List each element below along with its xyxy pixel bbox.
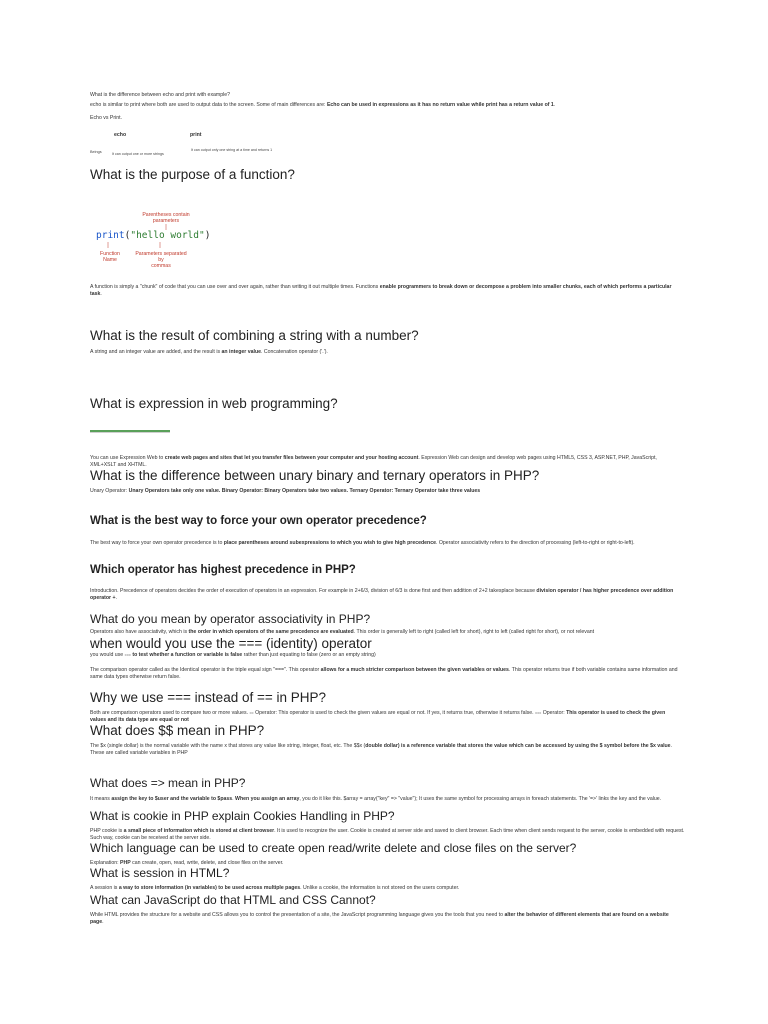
cookie-text-b: . It is used to recognize the user. Cookie is created at server side and saved to client browser. Each time when client sends request to the server, cookie is embedded with request. Such way, cookie can be received at the server side. [90,828,685,841]
diagram-label-parameters [132,251,190,269]
expression-image [90,428,170,434]
heading-assoc: What do you mean by operator associativity in PHP? [90,612,371,626]
why-text-small2: === [534,711,542,715]
heading-unary: What is the difference between unary binary and ternary operators in PHP? [90,468,540,483]
why-text-b: Operator: This operator is used to check the given values are equal or not. If yes, it returns true, otherwise it returns false. [253,710,535,716]
assoc-text-bold: the order in which operators of the same precedence are evaluated [188,629,354,635]
assoc-text [90,629,690,636]
diagram-label-parentheses-line1: Parentheses contain [142,212,190,218]
heading-combine: What is the result of combining a string with a number? [90,328,419,343]
arrow-text-c: , you do it like this. $array = array("key" => "value"); It uses the same symbol for processing arrays in foreach statements. The '=>' links the key and the value. [299,796,662,802]
heading-arrow: What does => mean in PHP? [90,776,246,790]
table-row-label: Beings [90,150,102,154]
identity-text2-b: . This operator returns true if both variable contains same information and same data types otherwise return false. [90,667,678,680]
intro-answer [90,102,700,109]
highest-text [90,588,680,602]
heading-session: What is session in HTML? [90,866,230,880]
expression-text [90,455,680,469]
diagram-label-function-line2: Name [103,257,117,263]
why-text-bold: This operator is used to check the given values and its data type are equal or not [90,710,666,723]
session-text-bold: a way to store information (in variables) to be used across multiple pages [118,885,301,891]
precedence-text-bold: place parentheses around subexpressions to which you wish to give high precedence [223,540,436,546]
dollar-text-b: . These are called variable variables in PHP [90,743,673,756]
why-text-small1: == [249,711,254,715]
heading-precedence: What is the best way to force your own operator precedence? [90,515,427,527]
expression-text-b: . Expression Web can design and develop web pages using HTML5, CSS 3, ASP.NET, PHP, JavaScript, XML+XSLT and XHTML. [90,455,657,468]
cookie-text-a: PHP cookie is [90,828,124,834]
table-cell-echo: It can output one or more strings [112,152,164,156]
arrow-text-b: . [232,796,236,802]
heading-why: Why we use === instead of == in PHP? [90,690,327,705]
identity-text-bold: to test whether a function or variable is false [130,652,243,658]
code-string-arg: "hello world" [130,230,205,241]
table-col-echo: echo [114,132,127,138]
heading-javascript: What can JavaScript do that HTML and CSS Cannot? [90,893,376,907]
assoc-text-a: Operators also have associativity, which is [90,629,189,635]
expression-text-bold: create web pages and sites that let you transfer files between your computer and your hosting account [164,455,419,461]
function-text-plain: A function is simply a "chunk" of code that you can use over and over again, rather than writing it out multiple times. Functions [90,284,380,290]
heading-highest: Which operator has highest precedence in PHP? [90,564,356,576]
diagram-label-parameters-line2: commas [151,263,171,269]
combine-text-a: A string and an integer value are added, and the result is [90,349,222,355]
expression-image-shadow [90,432,170,433]
identity-text-a: you would use [90,652,125,658]
expression-text-a: You can use Expression Web to [90,455,165,461]
javascript-text-a: While HTML provides the structure for a website and CSS allows you to control the presentation of a site, the JavaScript programming language gives you the tools that you need to [90,912,505,918]
dollar-text-a: The $x (single dollar) is the normal variable with the name x that stores any value like string, integer, float, etc. The $$x ( [90,743,366,749]
code-function-name: print [96,230,125,241]
precedence-text-b: . Operator associativity refers to the direction of processing (left-to-right or right-to-left). [435,540,635,546]
heading-function: What is the purpose of a function? [90,167,295,182]
cookie-text-bold: a small piece of information which is stored at client browser [123,828,275,834]
diagram-code [96,230,210,242]
arrow-text-bold1: assign the key to $user and the variable to $pass [111,796,233,802]
identity-text [90,652,690,659]
cookie-text [90,828,685,842]
identity-text2-a: The comparison operator called as the Identical operator is the triple equal sign "===". This operator [90,667,321,673]
why-text-c: Operator: [541,710,567,716]
identity-text2-bold: allows for a much stricter comparison between the given variables or values [320,667,509,673]
combine-text [90,349,690,356]
intro-vs: Echo vs Print. [90,115,123,121]
arrow-text [90,796,680,803]
table-col-print: print [190,132,202,138]
combine-text-b: . Concatenation operator ('.'). [261,349,328,355]
session-text-b: . Unlike a cookie, the information is not stored on the users computer. [300,885,460,891]
diagram-label-function-name [90,251,130,263]
highest-text-a: Introduction. Precedence of operators decides the order of execution of operators in an expression. For example in 2+6/3, division of 6/3 is done first and then addition of 2+2 takesplace because [90,588,537,594]
identity-text-small: === [124,653,131,657]
session-text-a: A session is [90,885,119,891]
code-open-paren: ( [124,230,131,241]
diagram-label-parentheses-line2: parameters [152,218,180,224]
comparison-table [90,132,310,162]
code-close-paren: ) [204,230,211,241]
heading-identity: when would you use the === (identity) operator [90,636,372,651]
unary-text [90,488,690,495]
arrow-text-a: It means [90,796,112,802]
intro-answer-end: . [553,102,556,108]
highest-text-b: . [115,595,117,601]
heading-dollar: What does $$ mean in PHP? [90,723,265,738]
unary-text-a: Unary Operator: [90,488,129,494]
dollar-text-bold: double dollar) is a reference variable that stores the value which can be accessed by using the $ symbol before the $x value [365,743,671,749]
table-cell-print: It can output only one string at a time and returns 1 [191,148,273,152]
identity-text-b: rather than just equating to false (zero or an empty string) [242,652,376,658]
javascript-text [90,912,680,926]
language-text-bold: PHP [120,860,131,866]
identity-text-2 [90,667,680,681]
javascript-text-b: . [102,919,104,925]
language-text-b: can create, open, read, write, delete, and close files on the server. [130,860,284,866]
unary-text-bold: Unary Operators take only one value. Binary Operator: Binary Operators take two values. Ternary Operator: Ternary Operator take three values [128,488,481,494]
diagram-label-parameters-line1: Parameters separated by [135,251,187,263]
assoc-text-b: . This order is generally left to right (called left for short), right to left (called right for short), or not relevant [353,629,595,635]
intro-answer-bold: Echo can be used in expressions as it has no return value while print has a return value of 1 [326,102,554,108]
intro-answer-text: echo is similar to print where both are used to output data to the screen. Some of main differences are: [90,102,327,108]
intro-question: What is the difference between echo and print with example? [90,92,231,98]
heading-language: Which language can be used to create open read/write delete and close files on the server? [90,841,577,855]
why-text [90,710,680,724]
language-text-a: Explanation: [90,860,120,866]
precedence-text [90,540,680,547]
javascript-text-bold: alter the behavior of different elements that are found on a website page [90,912,669,925]
heading-cookie: What is cookie in PHP explain Cookies Handling in PHP? [90,809,395,823]
function-text-end: . [100,291,102,297]
highest-text-bold: division operator / has higher precedence over addition operator + [90,588,674,601]
function-text-bold: enable programmers to break down or decompose a problem into smaller chunks, each of which performs a particular task [90,284,672,297]
diagram-label-function-line1: Function [100,251,120,257]
combine-text-bold: an integer value [221,349,262,355]
session-text [90,885,680,892]
heading-expression: What is expression in web programming? [90,396,338,411]
function-diagram [90,210,230,269]
dollar-text [90,743,680,757]
precedence-text-a: The best way to force your own operator precedence is to [90,540,224,546]
arrow-text-bold2: When you assign an array [235,796,300,802]
function-text [90,284,680,298]
why-text-a: Both are comparison operators used to compare two or more values. [90,710,250,716]
